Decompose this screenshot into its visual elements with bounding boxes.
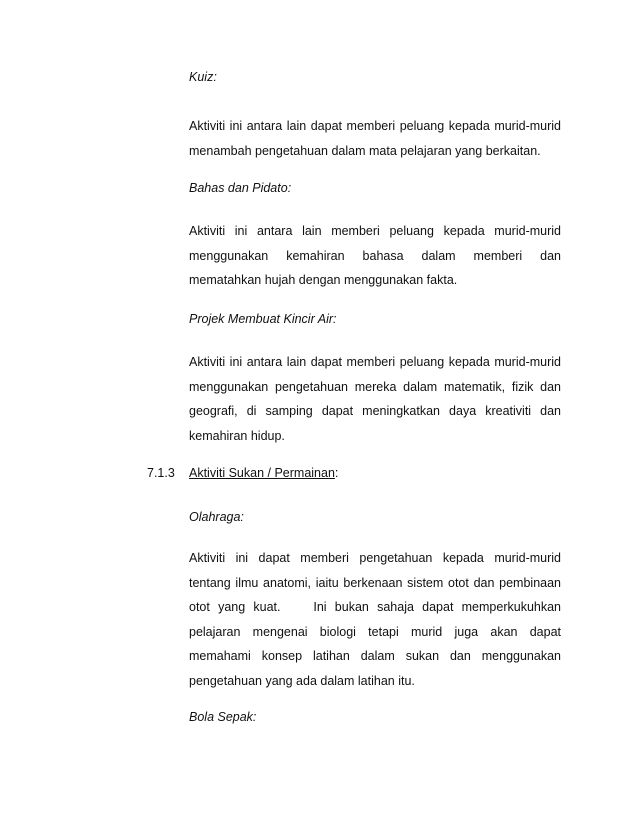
paragraph-line: pelajaran mengenai biologi tetapi murid juga akan dapat (189, 624, 561, 639)
paragraph-line: menggunakan kemahiran bahasa dalam memberi dan (189, 248, 561, 263)
paragraph-line: pengetahuan yang ada dalam latihan itu. (189, 673, 415, 688)
paragraph-line: mematahkan hujah dengan menggunakan fakta. (189, 273, 458, 288)
paragraph-line: Aktiviti ini antara lain dapat memberi peluang kepada murid-murid (189, 119, 561, 133)
heading-projek-kincir-air: Projek Membuat Kincir Air: (189, 312, 337, 326)
paragraph-line: kemahiran hidup. (189, 428, 285, 443)
paragraph-line: Aktiviti ini dapat memberi pengetahuan kepada murid-murid (189, 551, 561, 565)
paragraph-line: memahami konsep latihan dalam sukan dan menggunakan (189, 649, 561, 664)
section-number: 7.1.3 (147, 466, 175, 480)
paragraph-line: Aktiviti ini antara lain memberi peluang kepada murid-murid (189, 224, 561, 238)
paragraph-line: otot yang kuat. Ini bukan sahaja dapat memperkukuhkan (189, 600, 561, 615)
paragraph-line: geografi, di samping dapat meningkatkan daya kreativiti dan (189, 404, 561, 419)
paragraph-kuiz (189, 114, 561, 163)
section-title: Aktiviti Sukan / Permainan (189, 466, 335, 480)
paragraph-line: tentang ilmu anatomi, iaitu berkenaan sistem otot dan pembinaan (189, 575, 561, 590)
section-heading (147, 461, 338, 486)
paragraph-bahas (189, 219, 561, 293)
paragraph-line: menambah pengetahuan dalam mata pelajaran yang berkaitan. (189, 143, 541, 158)
paragraph-line: menggunakan pengetahuan mereka dalam matematik, fizik dan (189, 379, 561, 394)
paragraph-olahraga (189, 546, 561, 694)
section-title-suffix: : (334, 466, 339, 480)
heading-bola-sepak: Bola Sepak: (189, 710, 257, 724)
heading-bahas-dan-pidato: Bahas dan Pidato: (189, 181, 292, 195)
heading-olahraga: Olahraga: (189, 510, 244, 524)
paragraph-projek (189, 350, 561, 448)
heading-kuiz: Kuiz: (189, 70, 217, 84)
paragraph-line: Aktiviti ini antara lain dapat memberi peluang kepada murid-murid (189, 355, 561, 369)
